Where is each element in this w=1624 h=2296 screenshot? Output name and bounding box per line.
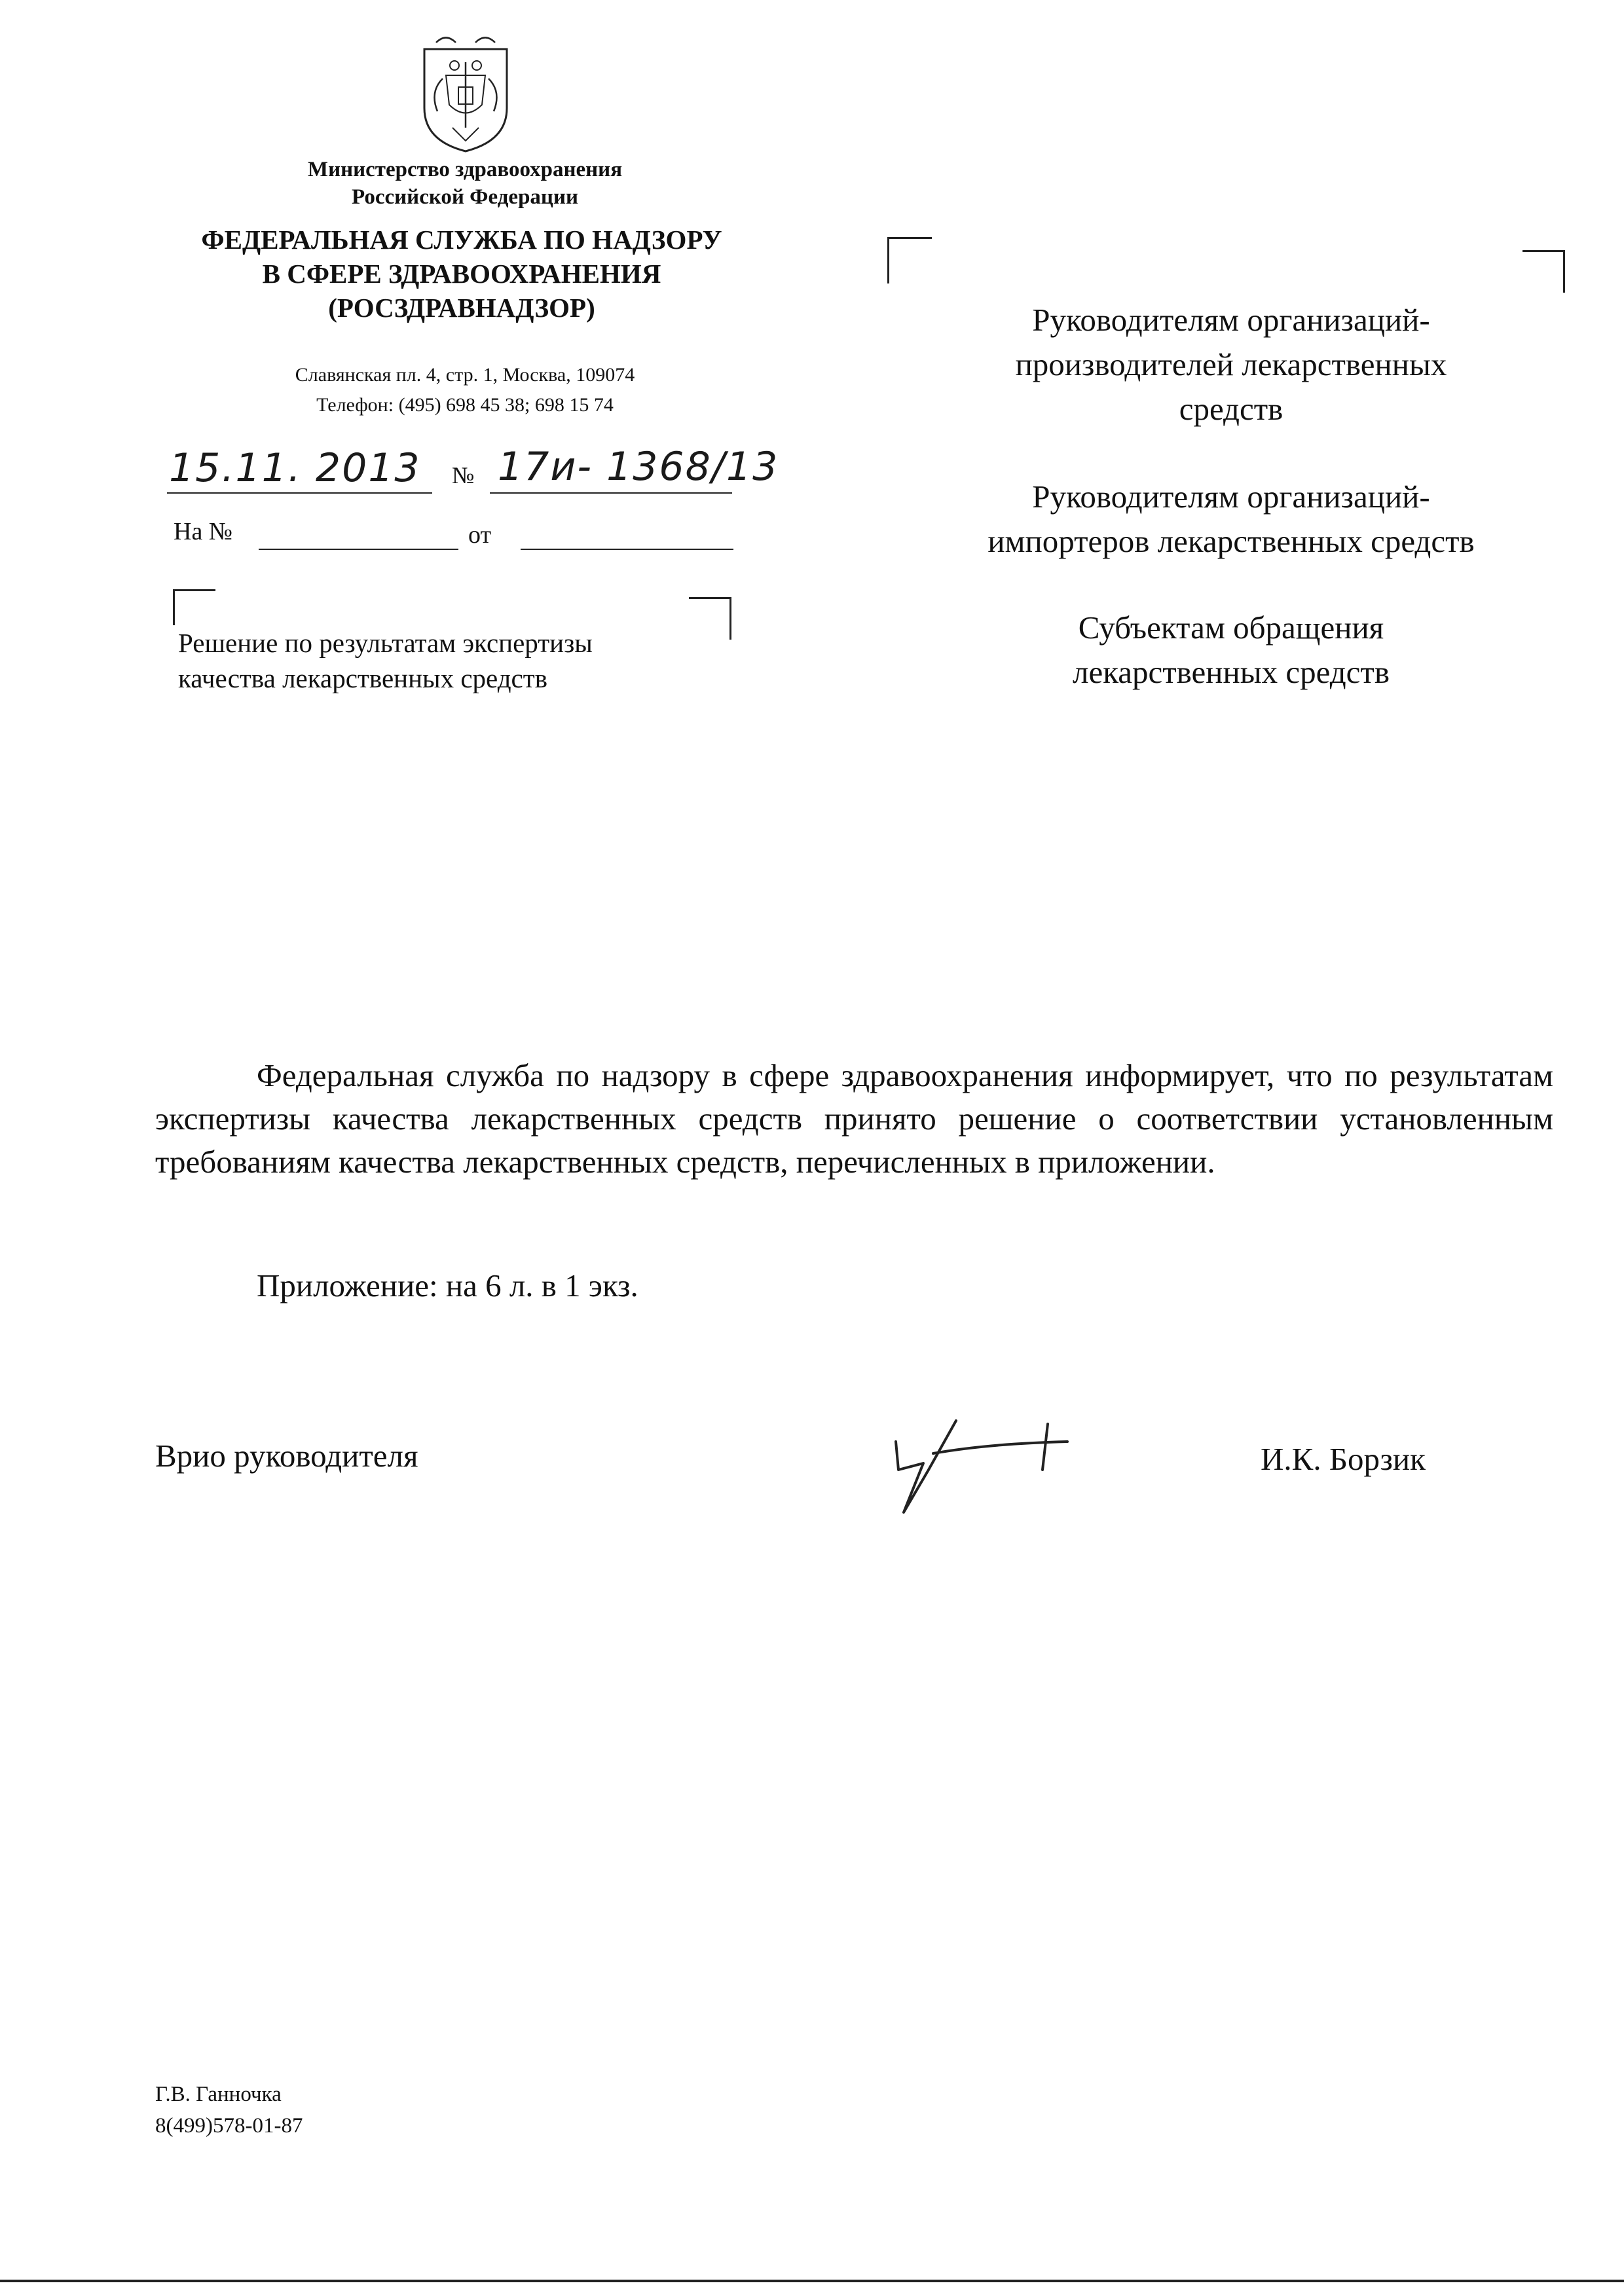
addressee-subjects	[904, 606, 1559, 695]
subject-bracket-left	[173, 589, 215, 625]
addressee-line: импортеров лекарственных средств	[987, 523, 1475, 559]
subject-line-2: качества лекарственных средств	[178, 663, 548, 693]
addressee-line: Субъектам обращения	[1078, 610, 1384, 646]
addressee-line: Руководителям организаций-	[1032, 302, 1430, 338]
ref-number-label: На №	[174, 518, 233, 545]
ministry-name	[249, 156, 681, 211]
registration-number: 17и- 1368/13	[498, 444, 779, 490]
ref-number-blank[interactable]	[259, 549, 458, 550]
body-paragraph: Федеральная служба по надзору в сфере здравоохранения информирует, что по результатам экспертизы качества лекарственных средств принято решение о соответствии установленным требованиям качества лекарственных средств, перечисленных в приложении.	[155, 1057, 1553, 1180]
contact-phone: 8(499)578-01-87	[155, 2114, 303, 2138]
subject-bracket-right	[689, 597, 731, 640]
attachment-note: Приложение: на 6 л. в 1 экз.	[257, 1267, 638, 1303]
contact-name: Г.В. Ганночка	[155, 2083, 282, 2106]
addressee-bracket-left	[887, 237, 932, 283]
agency-line-1: ФЕДЕРАЛЬНАЯ СЛУЖБА ПО НАДЗОРУ	[201, 225, 722, 255]
handwritten-signature	[877, 1408, 1074, 1519]
agency-address	[196, 360, 733, 420]
addressee-line: Руководителям организаций-	[1032, 479, 1430, 515]
ministry-line-2: Российской Федерации	[352, 185, 578, 209]
address-line: Славянская пл. 4, стр. 1, Москва, 109074	[295, 364, 635, 386]
addressee-bracket-right	[1522, 250, 1565, 293]
addressee-line: средств	[1179, 391, 1283, 427]
agency-name	[157, 223, 766, 325]
addressee-line: производителей лекарственных	[1015, 346, 1447, 382]
agency-line-2: В СФЕРЕ ЗДРАВООХРАНЕНИЯ	[262, 259, 661, 289]
coat-of-arms-icon	[416, 29, 515, 154]
agency-line-3: (РОСЗДРАВНАДЗОР)	[328, 293, 595, 323]
date-underline	[167, 492, 432, 494]
signer-title: Врио руководителя	[155, 1438, 418, 1474]
ref-date-blank[interactable]	[521, 549, 733, 550]
number-underline	[490, 492, 732, 494]
number-sign: №	[452, 462, 475, 488]
subject-line-1: Решение по результатам экспертизы	[178, 628, 593, 658]
phone-line: Телефон: (495) 698 45 38; 698 15 74	[316, 394, 614, 416]
page-bottom-rule	[0, 2280, 1624, 2282]
subject	[178, 625, 593, 696]
registration-date: 15.11. 2013	[169, 445, 421, 491]
addressee-importers	[904, 475, 1559, 564]
ministry-line-1: Министерство здравоохранения	[307, 158, 623, 181]
addressee-line: лекарственных средств	[1073, 654, 1390, 690]
signer-name: И.К. Борзик	[1261, 1441, 1426, 1477]
contact-info	[155, 2079, 303, 2141]
ref-date-label: от	[468, 521, 492, 549]
addressee-manufacturers	[904, 298, 1559, 431]
